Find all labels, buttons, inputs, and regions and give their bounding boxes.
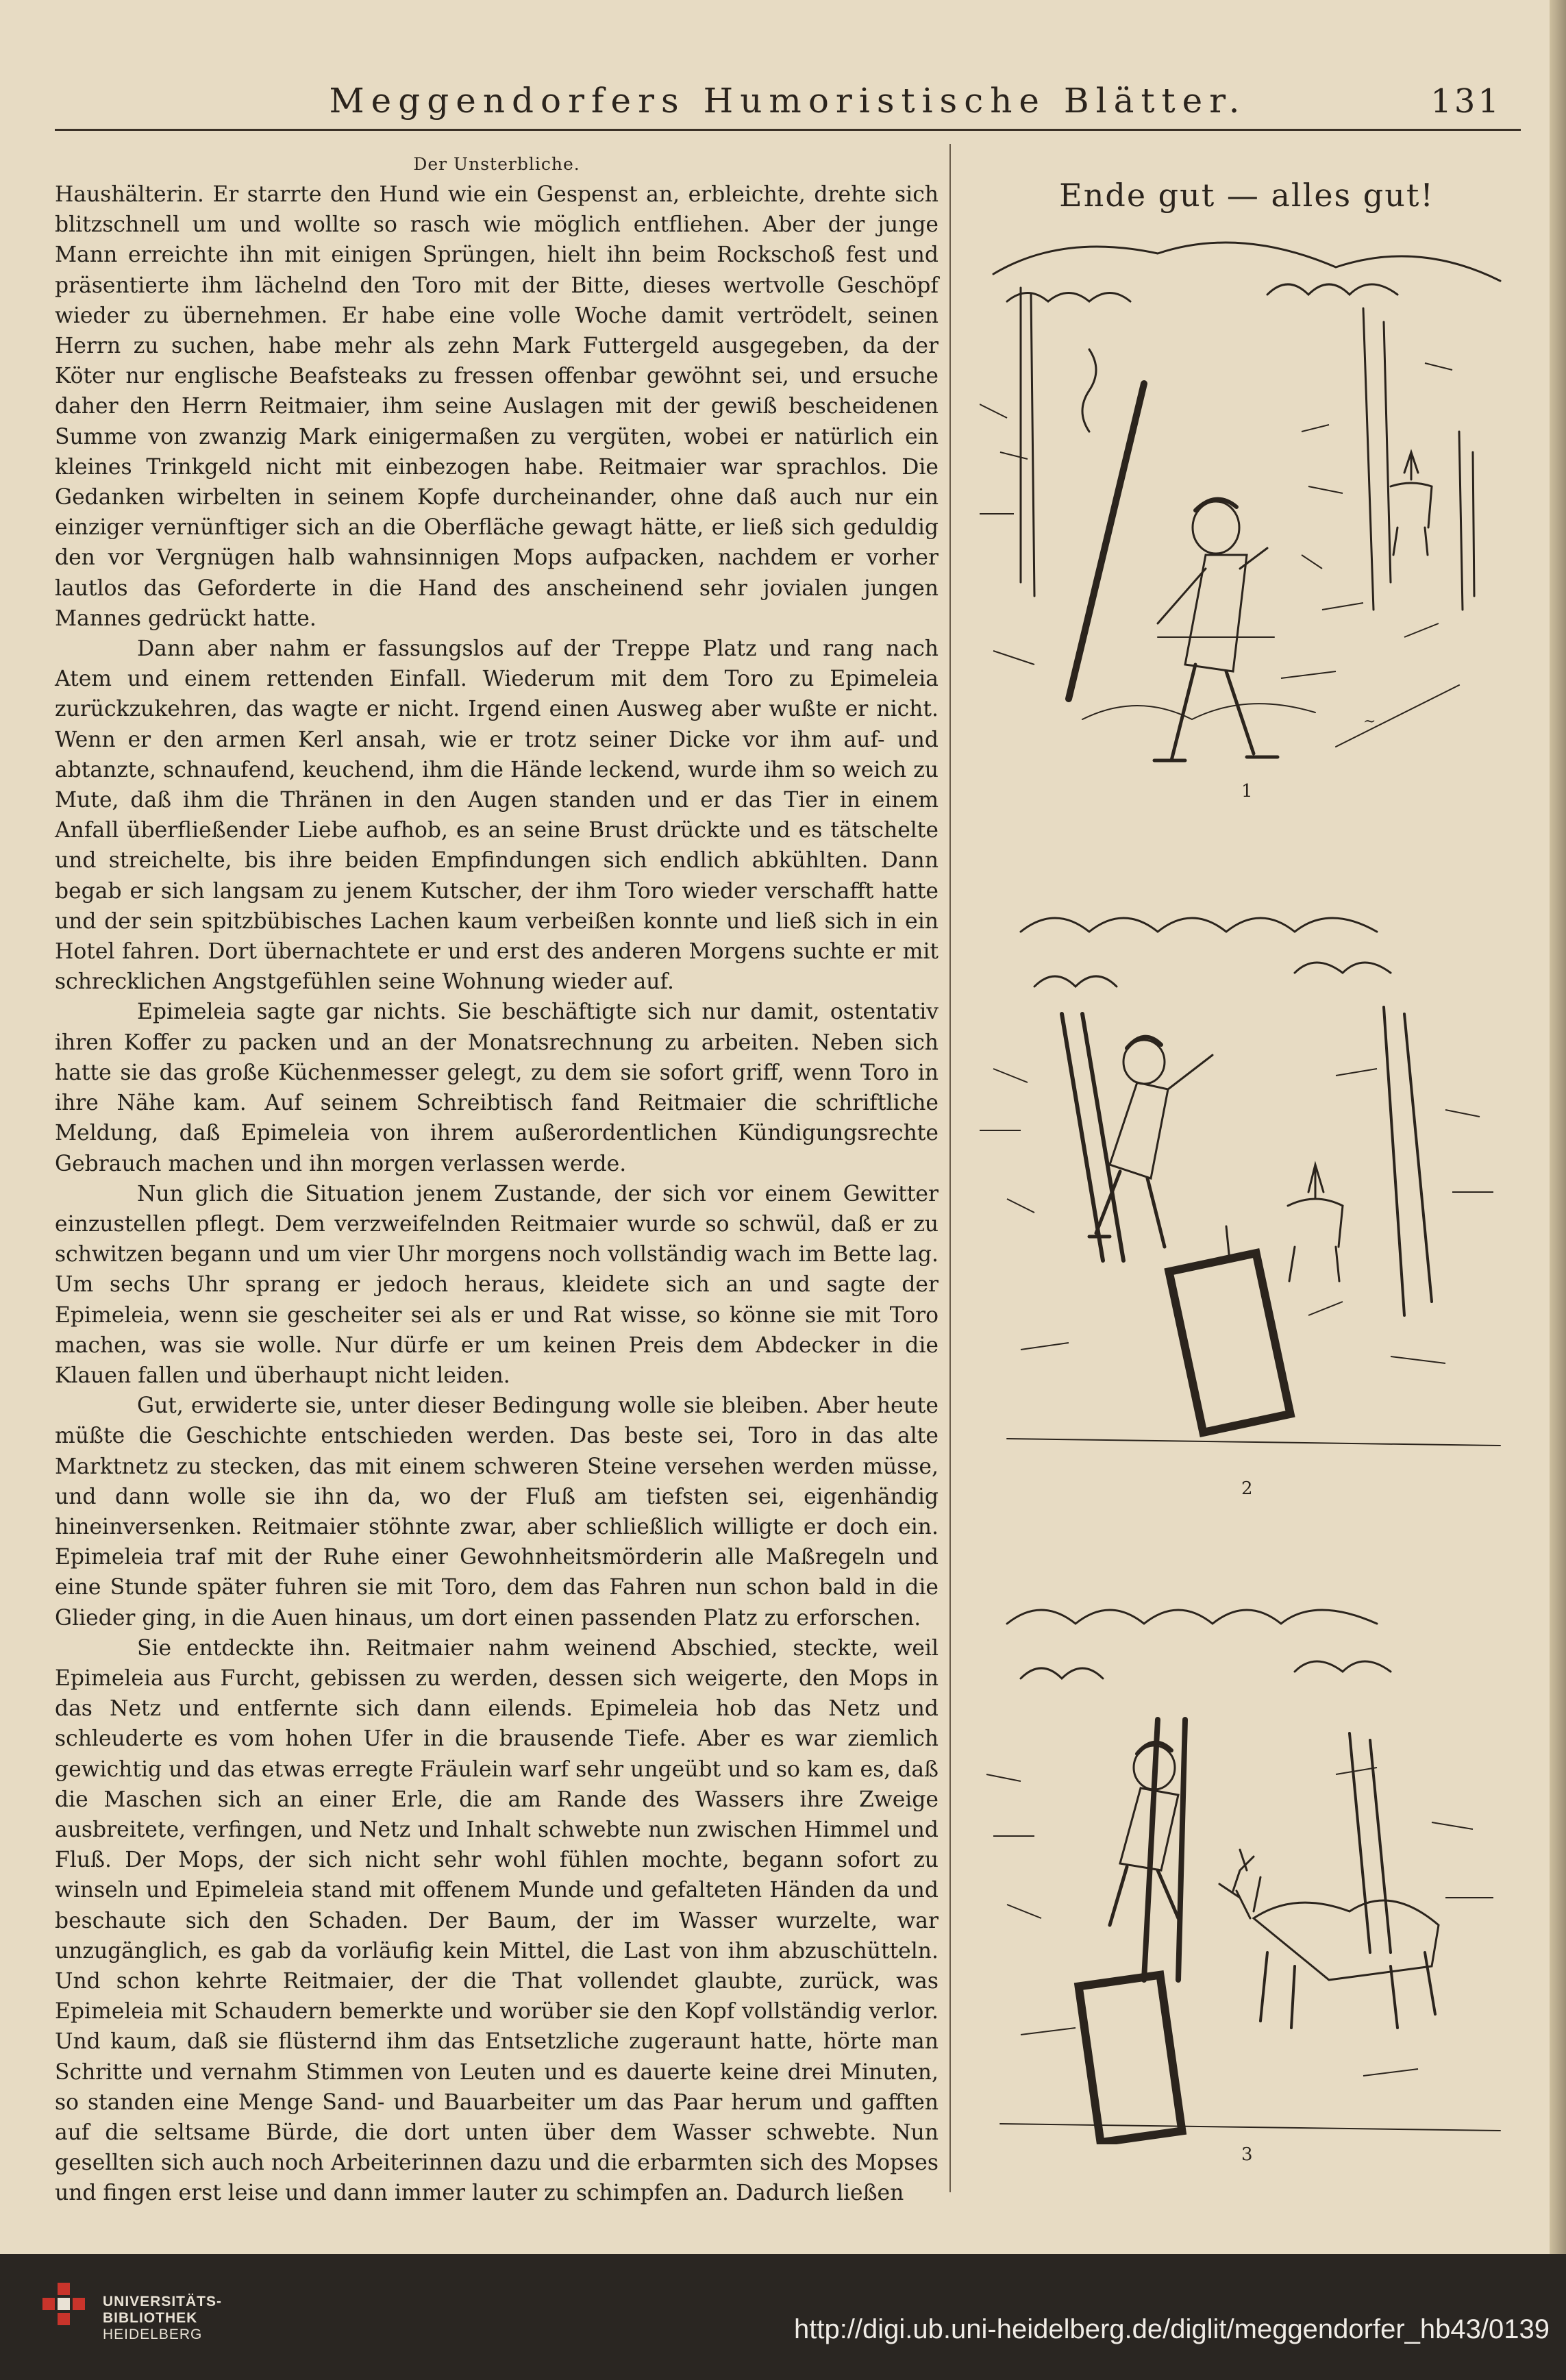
- story-title: Der Unsterbliche.: [413, 154, 580, 174]
- viewer-footer: [0, 2254, 1566, 2380]
- cartoon-panel-2: [980, 904, 1514, 1499]
- paragraph: Sie entdeckte ihn. Reitmaier nahm weinend Abschied, steckte, weil Epimeleia aus Furcht, gebissen zu werden, dessen sich weigerte, den Mops in das Netz und entfernte sich dann eilends. Epimeleia hob das Netz und schleuderte es vom hohen Ufer in die brausende Tiefe. Aber es war ziemlich gewichtig und das etwas erregte Fräulein warf sehr ungeübt und so kam es, daß die Maschen sich an einer Erle, die am Rande des Wassers ihre Zweige ausbreitete, verfingen, und Netz und Inhalt schwebte nun zwischen Himmel und Fluß. Der Mops, der sich nicht sehr wohl fühlen mochte, begann sofort zu winseln und Epimeleia stand mit offenem Munde und gefalteten Händen da und beschaute sich den Schaden. Der Baum, der im Wasser wurzelte, war unzugänglich, es gab da vorläufig kein Mittel, die Last von ihm abzuschütteln. Und schon kehrte Reitmaier, der die That vollendet glaubte, zurück, was Epimeleia mit Schaudern bemerkte und worüber sie den Kopf vollständig verlor. Und kaum, daß sie flüsternd ihm das Entsetzliche zugeraunt hatte, hörte man Schritte und vernahm Stimmen von Leuten und es dauerte keine drei Minuten, so standen eine Menge Sand- und Bauarbeiter um das Paar herum und gafften auf die seltsame Bürde, die dort unten über dem Wasser schwebte. Nun gesellten sich auch noch Arbeiterinnen dazu und die erbarmten sich des Mopses und fingen erst leise und dann immer lauter zu schimpfen an. Dadurch ließen: [55, 1635, 939, 2206]
- university-library-logo-icon[interactable]: [40, 2283, 88, 2335]
- cartoon-panel-3: [980, 1596, 1514, 2165]
- institution-line: BIBLIOTHEK: [103, 2310, 198, 2326]
- magazine-title: Meggendorfers Humoristische Blätter.: [329, 81, 1247, 121]
- page-number: 131: [1430, 82, 1502, 121]
- institution-name[interactable]: [103, 2294, 222, 2343]
- cartoon-panel-1: [980, 226, 1514, 802]
- permalink-url[interactable]: http://digi.ub.uni-heidelberg.de/diglit/meggendorfer_hb43/0139: [793, 2314, 1550, 2344]
- paragraph: Haushälterin. Er starrte den Hund wie ein Gespenst an, erbleichte, drehte sich blitzschnell um und wollte so rasch wie möglich entfliehen. Aber der junge Mann erreichte ihn mit einigen Sprüngen, hielt ihn beim Rockschoß fest und präsentierte ihm lächelnd den Toro mit der Bitte, dieses wertvolle Geschöpf wieder zu übernehmen. Er habe eine volle Woche damit vertrödelt, seinen Herrn zu suchen, habe mehr als zehn Mark Futtergeld ausgegeben, da der Köter nur englische Beafsteaks zu fressen offenbar gewöhnt sei, und ersuche daher den Herrn Reitmaier, ihm seine Auslagen mit der gewiß bescheidenen Summe von zwanzig Mark einigermaßen zu vergüten, wobei er natürlich ein kleines Trinkgeld nicht mit einbezogen habe. Reitmaier war sprachlos. Die Gedanken wirbelten in seinem Kopfe durcheinander, ohne daß auch nur ein einziger vernünftiger sich an die Oberfläche gewagt hätte, er ließ sich geduldig den vor Vergnügen halb wahnsinnigen Mops aufpacken, nachdem er vorher lautlos das Geforderte in die Hand des anscheinend sehr jovialen jungen Mannes gedrückt hatte.: [55, 182, 939, 631]
- paragraph: Nun glich die Situation jenem Zustande, der sich vor einem Gewitter einzustellen pflegt. Dem verzweifelnden Reitmaier wurde so schwül, daß er zu schwitzen begann und um vier Uhr morgens noch vollständig wach im Bette lag. Um sechs Uhr sprang er jedoch heraus, kleidete sich an und sagte der Epimeleia, wenn sie gescheiter sei als er und Rat wisse, so könne sie mit Toro machen, was sie wolle. Nur dürfe er um keinen Preis dem Abdecker in die Klauen fallen und überhaupt nicht leiden.: [55, 1181, 939, 1388]
- header-rule: [55, 129, 1521, 131]
- paragraph: Epimeleia sagte gar nichts. Sie beschäftigte sich nur damit, ostentativ ihren Koffer zu packen und an der Monatsrechnung zu arbeiten. Neben sich hatte sie das große Küchenmesser gelegt, zu dem sie sofort griff, wenn Toro in ihre Nähe kam. Auf seinem Schreibtisch fand Reitmaier die schriftliche Meldung, daß Epimeleia von ihrem außerordentlichen Kündigungsrechte Gebrauch machen und ihn morgen verlassen werde.: [55, 1000, 939, 1176]
- paragraph: Dann aber nahm er fassungslos auf der Treppe Platz und rang nach Atem und einem rettenden Einfall. Wiederum mit dem Toro zu Epimeleia zurückzukehren, das wagte er nicht. Irgend einen Ausweg aber wußte er nicht. Wenn er den armen Kerl ansah, wie er trotz seiner Dicke vor ihm auf- und abtanzte, schnaufend, keuchend, ihm die Hände leckend, wurde ihm so weich zu Mute, daß ihm die Thränen in den Augen standen und er das Tier in einem Anfall überfließender Liebe aufhob, es an seine Brust drückte und es tätschelte und streichelte, bis ihre beiden Empfindungen sich endlich abkühlten. Dann begab er sich langsam zu jenem Kutscher, der ihm Toro wieder verschafft hatte und der sein spitzbübisches Lachen kaum verbeißen konnte und ließ sich in ein Hotel fahren. Dort übernachtete er und erst des anderen Morgens suchte er mit schrecklichen Angstgefühlen seine Wohnung wieder auf.: [55, 636, 939, 995]
- hunter-walking-drawing: [980, 226, 1514, 774]
- masthead: [55, 81, 1521, 122]
- cartoon-title: Ende gut — alles gut!: [1059, 177, 1434, 214]
- page-edge-shadow: [1550, 0, 1566, 2254]
- panel-caption-3: 3: [1241, 2144, 1253, 2165]
- panel-caption-1: 1: [1241, 781, 1253, 802]
- story-text-column: [55, 179, 939, 2209]
- institution-line: HEIDELBERG: [103, 2327, 203, 2342]
- paragraph: Gut, erwiderte sie, unter dieser Bedingung wolle sie bleiben. Aber heute müßte die Geschichte entschieden werden. Das beste sei, Toro in das alte Marktnetz zu stecken, das mit einem schweren Steine versehen werden müsse, und dann wolle sie ihn da, wo der Fluß am tiefsten sei, eigenhändig hineinversenken. Reitmaier stöhnte zwar, aber schließlich willigte er doch ein. Epimeleia traf mit der Ruhe einer Gewohnheitsmörderin alle Maßregeln und eine Stunde später fuhren sie mit Toro, dem das Fahren nun schon bald in die Glieder ging, in die Auen hinaus, um dort einen passenden Platz zu erforschen.: [55, 1393, 939, 1631]
- svg-text:~: ~: [1363, 713, 1376, 730]
- institution-line: UNIVERSITÄTS-: [103, 2294, 223, 2309]
- hunter-and-stag-drawing: [980, 1596, 1514, 2144]
- panel-caption-2: 2: [1241, 1478, 1253, 1499]
- column-divider: [949, 144, 951, 2192]
- hunter-climbing-drawing: [980, 904, 1514, 1466]
